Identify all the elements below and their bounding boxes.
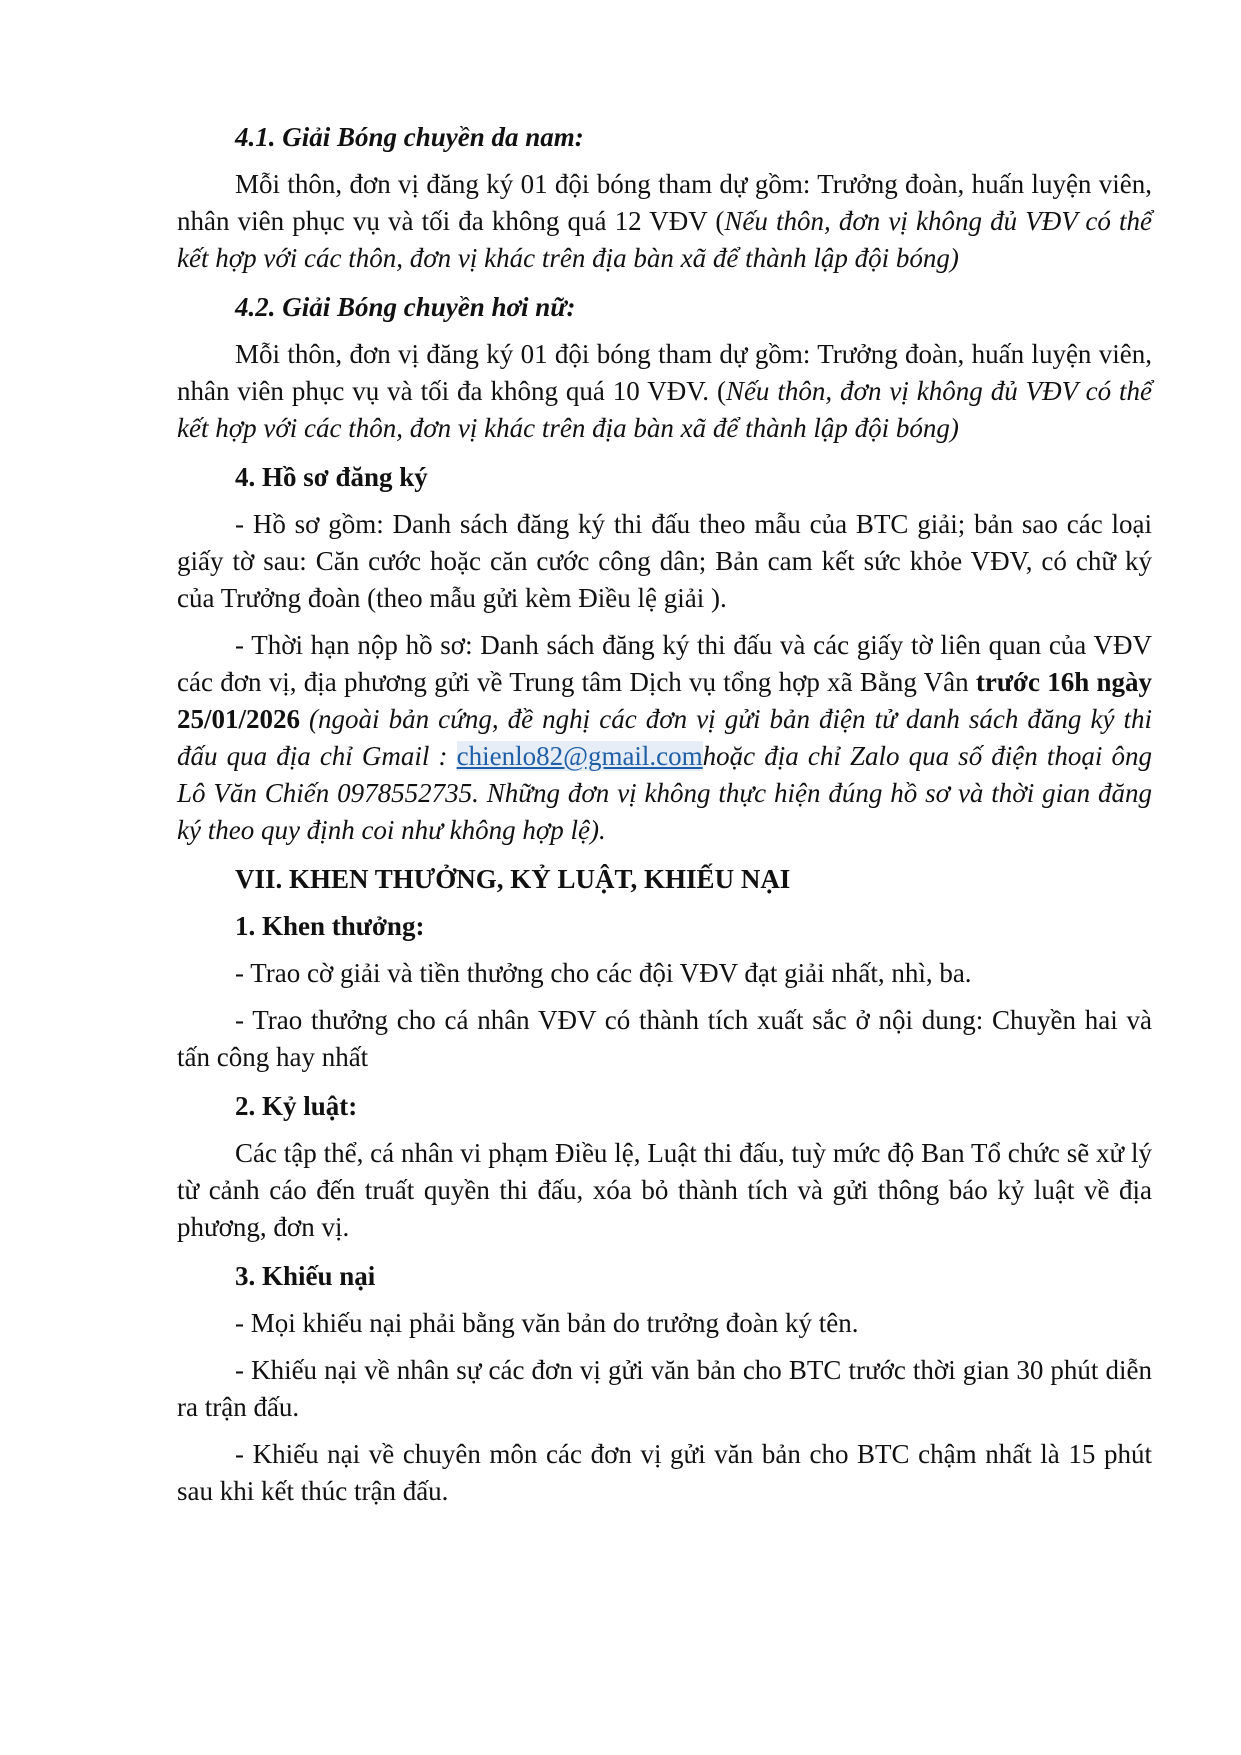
paragraph-discipline: Các tập thể, cá nhân vi phạm Điều lệ, Luật thi đấu, tuỳ mức độ Ban Tổ chức sẽ xử lý từ cảnh cáo đến truất quyền thi đấu, xóa bỏ thành tích và gửi thông báo kỷ luật về địa phương, đơn vị. [177, 1138, 1152, 1242]
paragraph-4-1 [177, 166, 1152, 277]
paragraph-complaint-3: - Khiếu nại về chuyên môn các đơn vị gửi văn bản cho BTC chậm nhất là 15 phút sau khi kết thúc trận đấu. [177, 1439, 1152, 1506]
email-link[interactable]: chienlo82@gmail.com [456, 741, 703, 771]
paragraph-4-1-note: Nếu thôn, đơn vị không đủ VĐV có thể kết hợp với các thôn, đơn vị khác trên địa bàn xã để thành lập đội bóng) [177, 206, 1152, 273]
paragraph-4-2-note: Nếu thôn, đơn vị không đủ VĐV có thể kết hợp với các thôn, đơn vị khác trên địa bàn xã để thành lập đội bóng) [177, 376, 1152, 443]
heading-discipline: 2. Kỷ luật: [235, 1091, 358, 1121]
heading-reward: 1. Khen thưởng: [235, 911, 425, 941]
document-body [177, 119, 1152, 1510]
heading-4-2: 4.2. Giải Bóng chuyền hơi nữ: [235, 292, 576, 322]
heading-4-registration: 4. Hồ sơ đăng ký [235, 462, 428, 492]
paragraph-registration-documents: - Hồ sơ gồm: Danh sách đăng ký thi đấu theo mẫu của BTC giải; bản sao các loại giấy tờ sau: Căn cước hoặc căn cước công dân; Bản cam kết sức khỏe VĐV, có chữ ký của Trưởng đoàn (theo mẫu gửi kèm Điều lệ giải ). [177, 509, 1152, 613]
heading-4-1: 4.1. Giải Bóng chuyền da nam: [235, 122, 584, 152]
paragraph-complaint-2: - Khiếu nại về nhân sự các đơn vị gửi văn bản cho BTC trước thời gian 30 phút diễn ra trận đấu. [177, 1355, 1152, 1422]
deadline-text: - Thời hạn nộp hồ sơ: Danh sách đăng ký thi đấu và các giấy tờ liên quan của VĐV các đơn vị, địa phương gửi về Trung tâm Dịch vụ tổng hợp xã Bằng Vân [177, 630, 1152, 697]
paragraph-4-1-text: Mỗi thôn, đơn vị đăng ký 01 đội bóng tham dự gồm: Trưởng đoàn, huấn luyện viên, nhân viên phục vụ và tối đa không quá 12 VĐV ( [177, 169, 1152, 236]
deadline-note-b: hoặc địa chỉ Zalo qua số điện thoại ông Lô Văn Chiến 0978552735. Những đơn vị không thực hiện đúng hồ sơ và thời gian đăng ký theo quy định coi như không hợp lệ). [177, 741, 1152, 845]
heading-complaint: 3. Khiếu nại [235, 1261, 376, 1291]
deadline-date: trước 16h ngày 25/01/2026 [177, 667, 1152, 734]
paragraph-reward-1: - Trao cờ giải và tiền thưởng cho các đội VĐV đạt giải nhất, nhì, ba. [235, 958, 972, 988]
paragraph-4-2-text: Mỗi thôn, đơn vị đăng ký 01 đội bóng tham dự gồm: Trưởng đoàn, huấn luyện viên, nhân viên phục vụ và tối đa không quá 10 VĐV. ( [177, 339, 1152, 406]
paragraph-4-2 [177, 336, 1152, 447]
heading-section-vii: VII. KHEN THƯỞNG, KỶ LUẬT, KHIẾU NẠI [235, 864, 791, 894]
paragraph-complaint-1: - Mọi khiếu nại phải bằng văn bản do trưởng đoàn ký tên. [235, 1308, 859, 1338]
paragraph-registration-deadline [177, 627, 1152, 849]
paragraph-reward-2: - Trao thưởng cho cá nhân VĐV có thành tích xuất sắc ở nội dung: Chuyền hai và tấn công hay nhất [177, 1005, 1152, 1072]
deadline-note-a: (ngoài bản cứng, đề nghị các đơn vị gửi bản điện tử danh sách đăng ký thi đấu qua địa chỉ Gmail : [177, 704, 1152, 771]
